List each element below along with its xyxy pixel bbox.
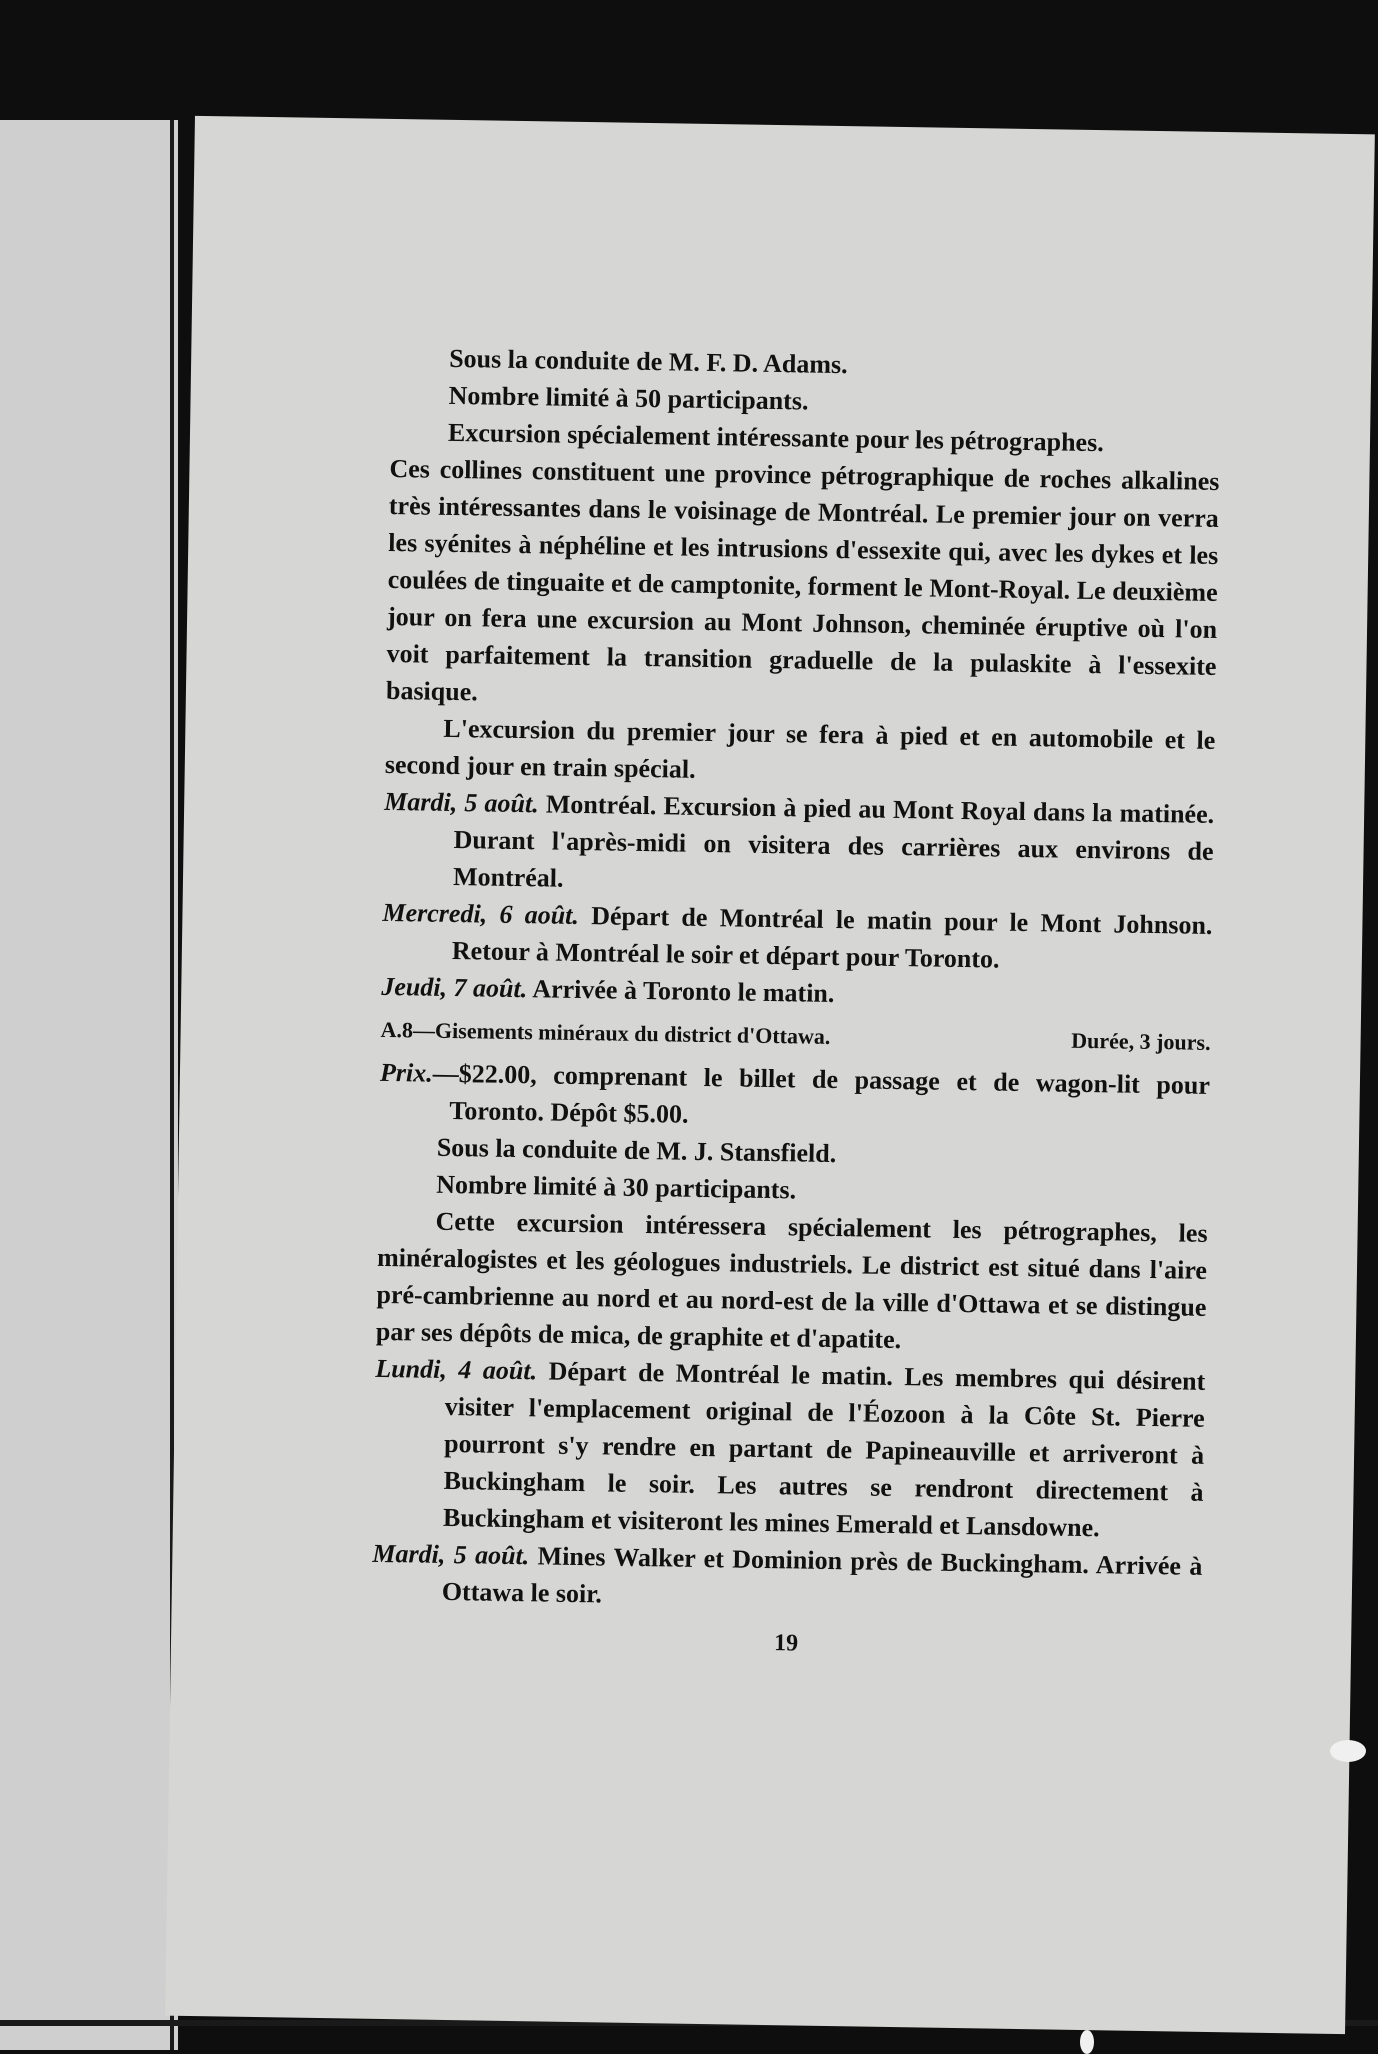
leader-line: Sous la conduite de M. J. Stansfield.: [436, 1132, 837, 1169]
transport-paragraph: L'excursion du premier jour se fera à pied et en automobile et le second jour en train spécial.: [384, 713, 1216, 784]
section-title: A.8—Gisements minéraux du district d'Ottawa.: [380, 1016, 831, 1049]
page-content: [371, 339, 1222, 1669]
price-text: —$22.00, comprenant le billet de passage et de wagon-lit pour Toronto. Dépôt $5.00.: [432, 1058, 1211, 1129]
section-duration: Durée, 3 jours.: [1071, 1027, 1211, 1055]
price-line: [379, 1054, 1210, 1141]
day-text: Départ de Montréal le matin. Les membres qui désirent visiter l'emplacement original de l'Éozoon à la Côte St. Pierre pourront s'y rendre en partant de Papineauville et arriveront à Buckingham le soir. Les autres se rendront directement à Buckingham et visiteront les mines Emerald et Lansdowne.: [442, 1356, 1206, 1543]
page-number: 19: [773, 1630, 799, 1657]
film-speck: [1330, 1740, 1366, 1762]
interest-line: Excursion spécialement intéressante pour les pétrographes.: [447, 417, 1104, 458]
itinerary-day: [383, 783, 1215, 907]
section-heading: [380, 1011, 1210, 1061]
description-paragraph: Cette excursion intéressera spécialement les pétrographes, les minéralogistes et les géologues industriels. Le district est situé dans l'aire pré-cambrienne au nord et au nord-est de la ville d'Ottawa et se distingue par ses dépôts de mica, de graphite et d'apatite.: [375, 1206, 1208, 1355]
day-text: Arrivée à Toronto le matin.: [532, 974, 835, 1008]
itinerary-day: [382, 894, 1213, 981]
day-date: Mercredi, 6 août.: [382, 897, 580, 930]
day-date: Lundi, 4 août.: [375, 1353, 538, 1386]
price-label: Prix.: [379, 1057, 433, 1088]
participants-line: Nombre limité à 50 participants.: [448, 380, 809, 416]
day-date: Jeudi, 7 août.: [381, 971, 528, 1004]
leader-line: Sous la conduite de M. F. D. Adams.: [448, 343, 848, 380]
day-text: Montréal. Excursion à pied au Mont Royal dans la matinée. Durant l'après-midi on visitera des carrières aux environs de Montréal.: [452, 789, 1215, 893]
facing-page: [0, 120, 178, 2050]
book-page: [165, 116, 1375, 2034]
day-date: Mardi, 5 août.: [384, 786, 539, 819]
day-text: Départ de Montréal le matin pour le Mont Johnson. Retour à Montréal le soir et départ pour Toronto.: [451, 901, 1213, 974]
itinerary-day: [372, 1535, 1203, 1622]
participants-line: Nombre limité à 30 participants.: [436, 1169, 797, 1205]
day-date: Mardi, 5 août.: [372, 1538, 530, 1571]
itinerary-day: [373, 1350, 1206, 1548]
day-text: Mines Walker et Dominion près de Buckingham. Arrivée à Ottawa le soir.: [441, 1541, 1203, 1609]
film-speck: [1080, 2030, 1094, 2054]
description-paragraph: Ces collines constituent une province pétrographique de roches alkalines très intéressantes dans le voisinage de Montréal. Le premier jour on verra les syénites à néphéline et les intrusions d'essexite qui, avec les dykes et les coulées de tinguaite et de camptonite, forment le Mont-Royal. Le deuxième jour on fera une excursion au Mont Johnson, cheminée éruptive où l'on voit parfaitement la transition graduelle de la pulaskite à l'essexite basique.: [385, 453, 1220, 707]
